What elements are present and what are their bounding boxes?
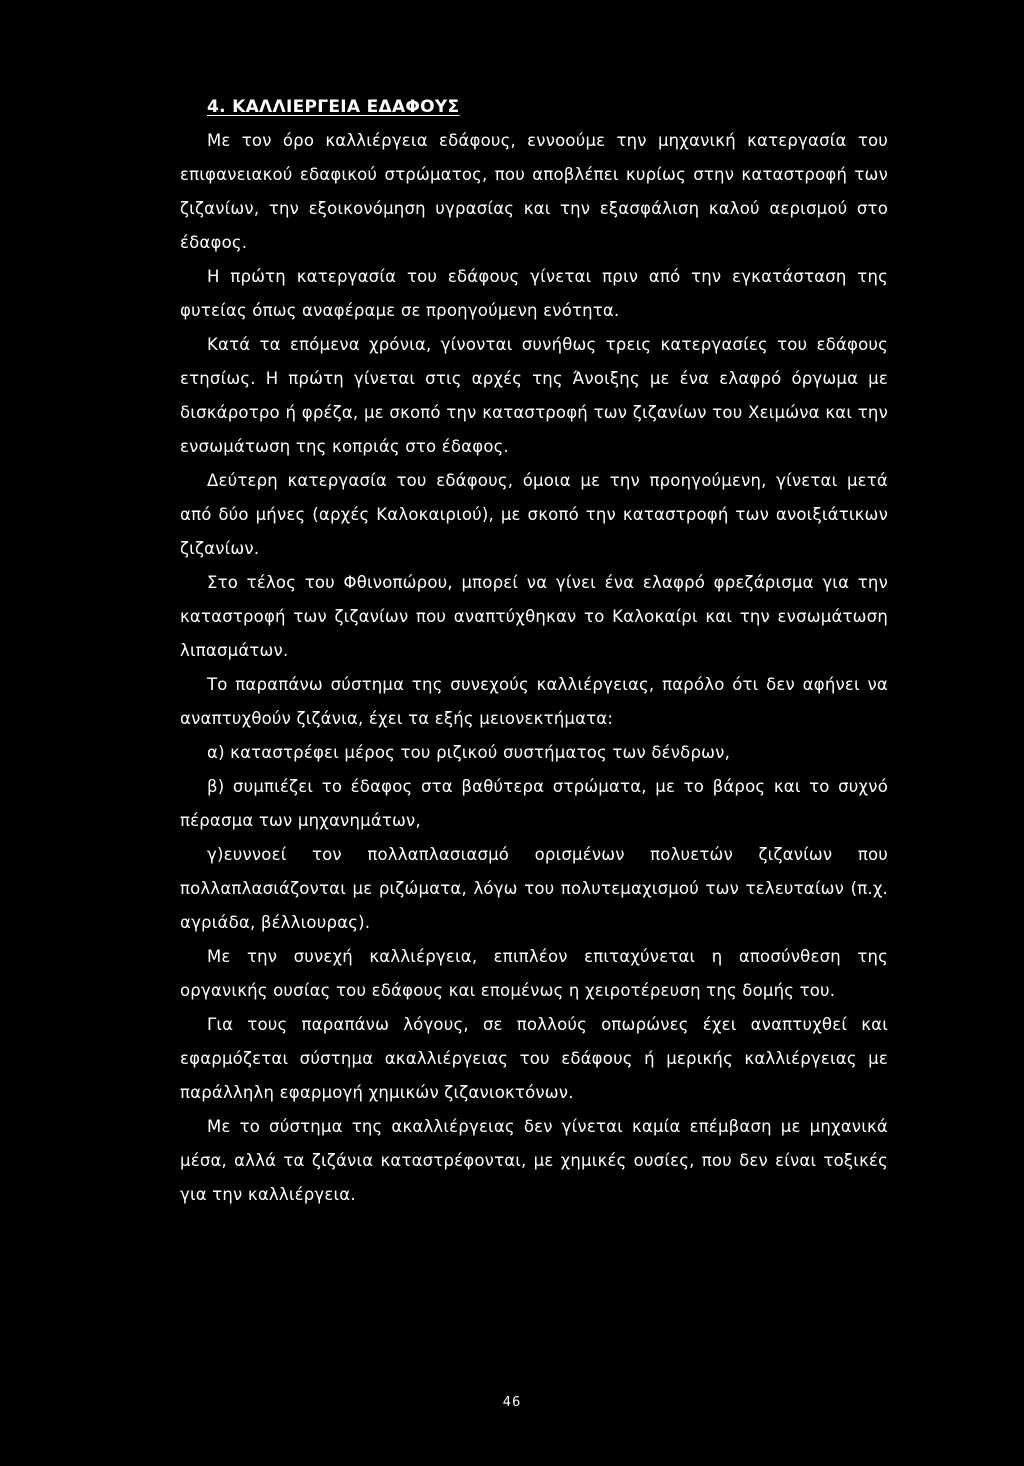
document-page xyxy=(180,96,888,1212)
list-item-a: α) καταστρέφει μέρος του ριζικού συστήματος των δένδρων, xyxy=(207,743,731,762)
paragraph-non-cultivation: Για τους παραπάνω λόγους, σε πολλούς οπωρώνες έχει αναπτυχθεί και εφαρμόζεται σύστημα ακαλλιέργειας του εδάφους ή μερικής καλλιέργειας με παράλληλη εφαρμογή χημικών ζιζανιοκτόνων. xyxy=(180,1015,888,1102)
list-item-c: γ)ευννοεί τον πολλαπλασιασμό ορισμένων πολυετών ζιζανίων που πολλαπλασιάζονται με ριζώματα, λόγω του πολυτεμαχισμού των τελευταίων (π.χ. αγριάδα, βέλλιουρας). xyxy=(180,845,888,932)
section-heading: 4. ΚΑΛΛΙΕΡΓΕΙΑ ΕΔΑΦΟΥΣ xyxy=(207,97,460,117)
page-number: 46 xyxy=(502,1395,522,1410)
paragraph-autumn-cultivation: Στο τέλος του Φθινοπώρου, μπορεί να γίνει ένα ελαφρό φρεζάρισμα για την καταστροφή των ζιζανίων που αναπτύχθηκαν το Καλοκαίρι και την ενσωμάτωση λιπασμάτων. xyxy=(180,573,888,660)
paragraph-annual-cultivations: Κατά τα επόμενα χρόνια, γίνονται συνήθως τρεις κατεργασίες του εδάφους ετησίως. Η πρώτη γίνεται στις αρχές της Άνοιξης με ένα ελαφρό όργωμα με δισκάροτρο ή φρέζα, με σκοπό την καταστροφή των ζιζανίων του Χειμώνα και την ενσωμάτωση της κοπριάς στο έδαφος. xyxy=(180,335,888,456)
paragraph-organic-matter: Με την συνεχή καλλιέργεια, επιπλέον επιταχύνεται η αποσύνθεση της οργανικής ουσίας του εδάφους και επομένως η χειροτέρευση της δομής του. xyxy=(180,947,888,1000)
paragraph-disadvantages-intro: Το παραπάνω σύστημα της συνεχούς καλλιέργειας, παρόλο ότι δεν αφήνει να αναπτυχθούν ζιζάνια, έχει τα εξής μειονεκτήματα: xyxy=(180,675,888,728)
paragraph-first-cultivation: Η πρώτη κατεργασία του εδάφους γίνεται πριν από την εγκατάσταση της φυτείας όπως αναφέραμε σε προηγούμενη ενότητα. xyxy=(180,267,888,320)
paragraph-second-cultivation: Δεύτερη κατεργασία του εδάφους, όμοια με την προηγούμενη, γίνεται μετά από δύο μήνες (αρχές Καλοκαιριού), με σκοπό την καταστροφή των ανοιξιάτικων ζιζανίων. xyxy=(180,471,888,558)
paragraph-definition: Με τον όρο καλλιέργεια εδάφους, εννοούμε την μηχανική κατεργασία του επιφανειακού εδαφικού στρώματος, που αποβλέπει κυρίως στην καταστροφή των ζιζανίων, την εξοικονόμηση υγρασίας και την εξασφάλιση καλού αερισμού στο έδαφος. xyxy=(180,131,888,252)
list-item-b: β) συμπιέζει το έδαφος στα βαθύτερα στρώματα, με το βάρος και το συχνό πέρασμα των μηχανημάτων, xyxy=(180,777,888,830)
paragraph-chemical-control: Με το σύστημα της ακαλλιέργειας δεν γίνεται καμία επέμβαση με μηχανικά μέσα, αλλά τα ζιζάνια καταστρέφονται, με χημικές ουσίες, που δεν είναι τοξικές για την καλλιέργεια. xyxy=(180,1117,888,1204)
